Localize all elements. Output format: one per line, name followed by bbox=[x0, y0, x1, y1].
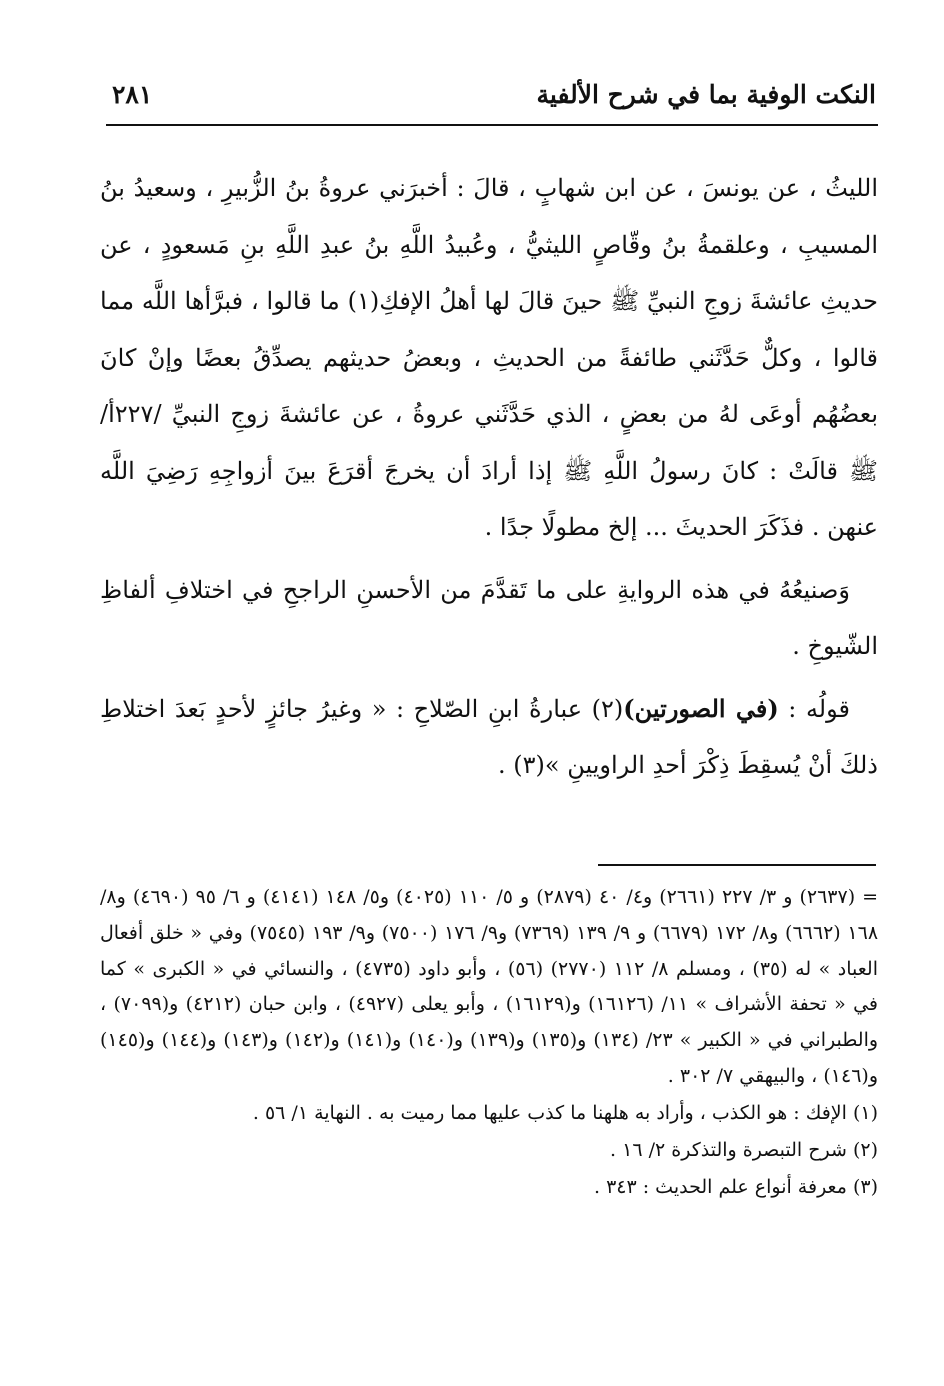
footnote-separator bbox=[598, 864, 876, 866]
header-rule bbox=[106, 124, 878, 126]
footnote-1: (١) الإفك : هو الكذب ، وأراد به هلهنا ما كذب عليها مما رميت به . النهاية ١/ ٥٦ . bbox=[252, 1101, 878, 1124]
paragraph-3-lead: قولُه : bbox=[778, 694, 850, 723]
paragraph-3-rest: (٢) عبارةُ ابنِ الصّلاحِ : « وغيرُ جائزٍ لأحدٍ بَعدَ اختلاطِ ذلكَ أنْ يُسقِطَ ذِكْرَ أحدِ الراويينِ »(٣) . bbox=[100, 694, 878, 779]
footnotes bbox=[100, 880, 878, 1206]
paragraph-2: وَصنيعُهُ في هذه الروايةِ على ما تَقدَّمَ من الأحسنِ الراجحِ في اختلافِ ألفاظِ الشّيوخِ . bbox=[100, 575, 878, 660]
paragraph-3 bbox=[100, 681, 878, 794]
footnote-continuation: = (٢٦٣٧) و ٣/ ٢٢٧ (٢٦٦١) و٤/ ٤٠ (٢٨٧٩) و ٥/ ١١٠ (٤٠٢٥) و٥/ ١٤٨ (٤١٤١) و ٦/ ٩٥ (٤٦٩٠) و٨/ ١٦٨ (٦٦٦٢) و٨/ ١٧٢ (٦٦٧٩) و ٩/ ١٣٩ (٧٣٦٩) و٩/ ١٧٦ (٧٥٠٠) و٩/ ١٩٣ (٧٥٤٥) وفي « خلق أفعال العباد » له (٣٥) ، ومسلم ٨/ ١١٢ (٢٧٧٠) (٥٦) ، وأبو داود (٤٧٣٥) ، والنسائي في « الكبرى » كما في « تحفة الأشراف » ١١/ (١٦١٢٦) و(١٦١٢٩) ، وأبو يعلى (٤٩٢٧) ، وابن حبان (٤٢١٢) و(٧٠٩٩) ، والطبراني في « الكبير » ٢٣/ (١٣٤) و(١٣٥) و(١٣٩) و(١٤٠) و(١٤١) و(١٤٢) و(١٤٣) و(١٤٤) و(١٤٥) و(١٤٦) ، والبيهقي ٧/ ٣٠٢ . bbox=[100, 886, 879, 1087]
paragraph-1: الليثُ ، عن يونسَ ، عن ابن شهابٍ ، قالَ : أخبرَني عروةُ بنُ الزُّبيرِ ، وسعيدُ بنُ المسيبِ ، وعلقمةُ بنُ وقّاصٍ الليثيُّ ، وعُبيدُ اللَّهِ بنُ عبدِ اللَّهِ بنِ مَسعودٍ ، عن حديثِ عائشةَ زوجِ النبيِّ ﷺ حينَ قالَ لها أهلُ الإفكِ(١) ما قالوا ، فبرَّأها اللَّه مما قالوا ، وكلٌّ حَدَّثَني طائفةً من الحديثِ ، وبعضُ حديثهم يصدِّقُ بعضًا وإنْ كانَ بعضُهُم أوعَى لهُ من بعضٍ ، الذي حَدَّثَني عروةُ ، عن عائشةَ زوجِ النبيِّ /٢٢٧أ/ ﷺ قالَتْ : كانَ رسولُ اللَّهِ ﷺ إذا أرادَ أن يخرجَ أقرَعَ بينَ أزواجِهِ رَضِيَ اللَّه عنهن . فذَكَرَ الحديثَ ... إلخ مطولًا جدًا . bbox=[100, 174, 878, 541]
running-title: النكت الوفية بما في شرح الألفية bbox=[536, 80, 876, 109]
main-text bbox=[100, 160, 878, 794]
quoted-phrase: (في الصورتين) bbox=[623, 693, 779, 723]
footnote-3: (٣) معرفة أنواع علم الحديث : ٣٤٣ . bbox=[593, 1175, 878, 1198]
page-number: ٢٨١ bbox=[112, 80, 153, 109]
footnote-2: (٢) شرح التبصرة والتذكرة ٢/ ١٦ . bbox=[610, 1138, 878, 1161]
